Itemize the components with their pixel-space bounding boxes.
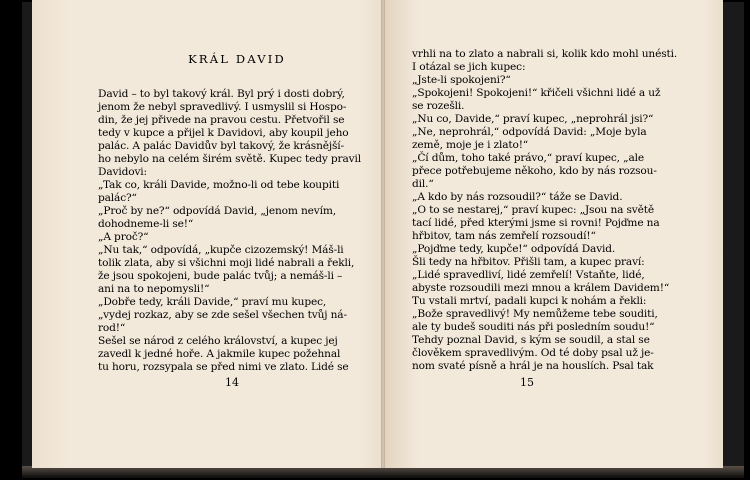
- text-line: „A proč?“: [98, 231, 149, 243]
- text-line: „Tak co, králi Davide, možno-li od tebe koupiti: [98, 179, 340, 191]
- text-line: člověkem spravedlivým. Od té doby psal už je-: [412, 347, 654, 359]
- text-line: „vydej rozkaz, aby se zde sešel všechen tvůj ná-: [98, 309, 347, 321]
- chapter-title: KRÁL DAVID: [188, 52, 286, 66]
- text-line: palác?“: [98, 192, 137, 204]
- text-line: I otázal se jich kupec:: [412, 61, 526, 73]
- text-line: tu horu, rozsypala se před nimi ve zlato. Lidé se: [98, 361, 349, 373]
- text-line: „Pojďme tedy, kupče!“ odpovídá David.: [412, 243, 616, 255]
- text-line: palác. A palác Davidův byl takový, že krásnější-: [98, 140, 344, 152]
- text-line: Tu vstali mrtví, padali kupci k nohám a řekli:: [412, 295, 647, 307]
- text-line: „Nu co, Davide,“ praví kupec, „neprohrál jsi?“: [412, 113, 654, 125]
- text-line: ale ty budeš souditi nás při posledním soudu!“: [412, 321, 655, 333]
- text-line: tolik zlata, aby si všichni moji lidé nabrali a řekli,: [98, 257, 355, 269]
- left-page-text: [98, 88, 360, 374]
- text-line: jenom že nebyl spravedlivý. I usmyslil si Hospo-: [98, 101, 347, 113]
- text-line: Šli tedy na hřbitov. Přišli tam, a kupec praví:: [412, 256, 645, 268]
- text-line: země, moje je i zlato!“: [412, 139, 529, 151]
- right-page-number: 15: [520, 376, 534, 389]
- text-line: rod!“: [98, 322, 126, 334]
- text-line: vrhli na to zlato a nabrali si, kolik kdo mohl unésti.: [412, 48, 678, 60]
- text-line: „A kdo by nás rozsoudil?“ táže se David.: [412, 191, 623, 203]
- text-line: přece potřebujeme někoho, kdo by nás rozsou-: [412, 165, 657, 177]
- text-line: se rozešli.: [412, 100, 465, 112]
- text-line: zavedl k jedné hoře. A jakmile kupec požehnal: [98, 348, 341, 360]
- text-line: „O to se nestarej,“ praví kupec: „Jsou na světě: [412, 204, 654, 216]
- text-line: „Lidé spravedliví, lidé zemřelí! Vstaňte, lidé,: [412, 269, 645, 281]
- text-line: nom svaté písně a hrál je na houslích. Psal tak: [412, 360, 654, 372]
- text-line: „Bože spravedlivý! My nemůžeme tebe souditi,: [412, 308, 658, 320]
- text-line: Tehdy poznal David, s kým se soudil, a stal se: [412, 334, 650, 346]
- text-line: „Čí dům, toho také právo,“ praví kupec, „ale: [412, 152, 644, 164]
- text-line: din, že jej přivede na pravou cestu. Přetvořil se: [98, 114, 345, 126]
- text-line: ani na to nepomysli!“: [98, 283, 210, 295]
- text-line: „Spokojeni! Spokojeni!“ křičeli všichni lidé a už: [412, 87, 661, 99]
- text-line: Sešel se národ z celého království, a kupec jej: [98, 335, 338, 347]
- text-line: abyste rozsoudili mezi mnou a králem Davidem!“: [412, 282, 670, 294]
- text-line: „Proč by ne?“ odpovídá David, „jenom nevím,: [98, 205, 336, 217]
- text-line: hřbitov, tam nás zemřelí rozsoudí!“: [412, 230, 596, 242]
- text-line: tací lidé, před kterými jsme si rovni! Pojďme na: [412, 217, 660, 229]
- text-line: David – to byl takový král. Byl prý i dosti dobrý,: [98, 88, 345, 100]
- text-line: Davidovi:: [98, 166, 147, 178]
- text-line: ho nebylo na celém širém světě. Kupec tedy pravil: [98, 153, 361, 165]
- text-line: dil.“: [412, 178, 434, 190]
- text-line: „Jste-li spokojeni?“: [412, 74, 511, 86]
- text-line: „Nu tak,“ odpovídá, „kupče cizozemský! Máš-li: [98, 244, 344, 256]
- text-line: že jsou spokojeni, bude palác tvůj; a nemáš-li –: [98, 270, 343, 282]
- text-line: dohodneme-li se!“: [98, 218, 194, 230]
- text-line: „Ne, neprohrál,“ odpovídá David: „Moje byla: [412, 126, 647, 138]
- text-line: „Dobře tedy, králi Davide,“ praví mu kupec,: [98, 296, 327, 308]
- text-line: tedy v kupce a přijel k Davidovi, aby koupil jeho: [98, 127, 349, 139]
- right-page-text: [412, 48, 678, 373]
- left-page-number: 14: [225, 376, 239, 389]
